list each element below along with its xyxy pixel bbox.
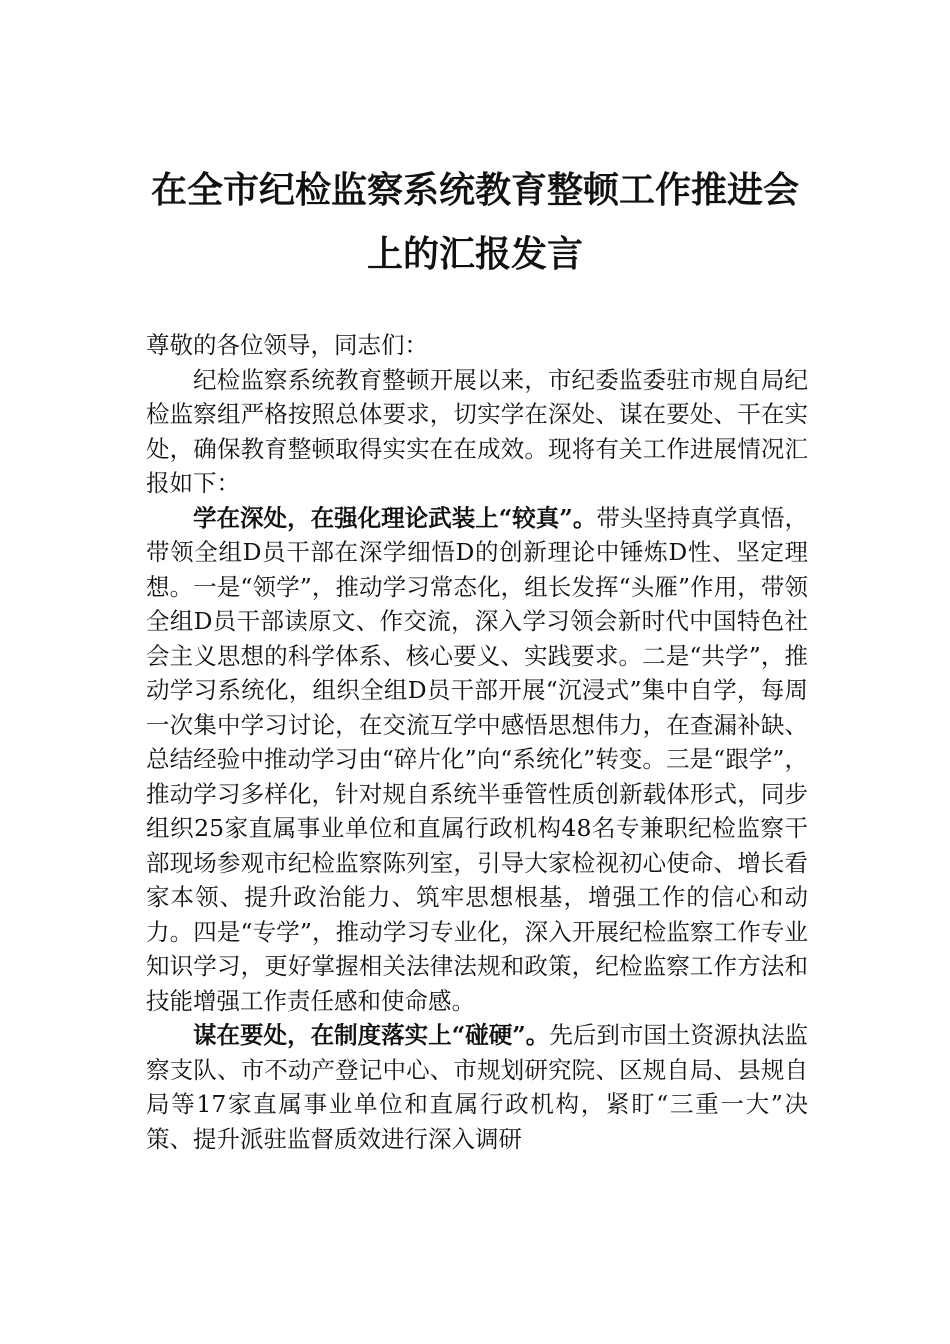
section-2-heading: 谋在要处，在制度落实上“碰硬”。 [193, 1021, 550, 1049]
title-line-2: 上的汇报发言 [366, 233, 583, 275]
salutation: 尊敬的各位领导，同志们： [146, 331, 428, 359]
section-1-paragraph [146, 501, 808, 1019]
section-2-text: 先后到市国土资源执法监察支队、市不动产登记中心、市规划研究院、区规自局、县规自局等17家直属事业单位和直属行政机构，紧盯“三重一大”决策、提升派驻监督质效进行深入调研 [146, 1021, 809, 1153]
title-line-1: 在全市纪检监察系统教育整顿工作推进会 [150, 169, 799, 211]
document-body [146, 328, 808, 1156]
section-1-text: 带头坚持真学真悟，带领全组D员干部在深学细悟D的创新理论中锤炼D性、坚定理想。一是“领学”，推动学习常态化，组长发挥“头雁”作用，带领全组D员干部读原文、作交流，深入学习领会新时代中国特色社会主义思想的科学体系、核心要义、实践要求。二是“共学”，推动学习系统化，组织全组D员干部开展“沉浸式”集中自学，每周一次集中学习讨论，在交流互学中感悟思想伟力，在查漏补缺、总结经验中推动学习由“碎片化”向“系统化”转变。三是“跟学”，推动学习多样化，针对规自系统半垂管性质创新载体形式，同步组织25家直属事业单位和直属行政机构48名专兼职纪检监察干部现场参观市纪检监察陈列室，引导大家检视初心使命、增长看家本领、提升政治能力、筑牢思想根基，增强工作的信心和动力。四是“专学”，推动学习专业化，深入开展纪检监察工作专业知识学习，更好掌握相关法律法规和政策，纪检监察工作方法和技能增强工作责任感和使命感。 [146, 503, 808, 1015]
section-2-paragraph [146, 1018, 808, 1156]
document-title [0, 158, 950, 286]
section-1-heading: 学在深处，在强化理论武装上“较真”。 [193, 503, 597, 532]
intro-paragraph: 纪检监察系统教育整顿开展以来，市纪委监委驻市规自局纪检监察组严格按照总体要求，切实学在深处、谋在要处、干在实处，确保教育整顿取得实实在在成效。现将有关工作进展情况汇报如下： [146, 365, 808, 497]
